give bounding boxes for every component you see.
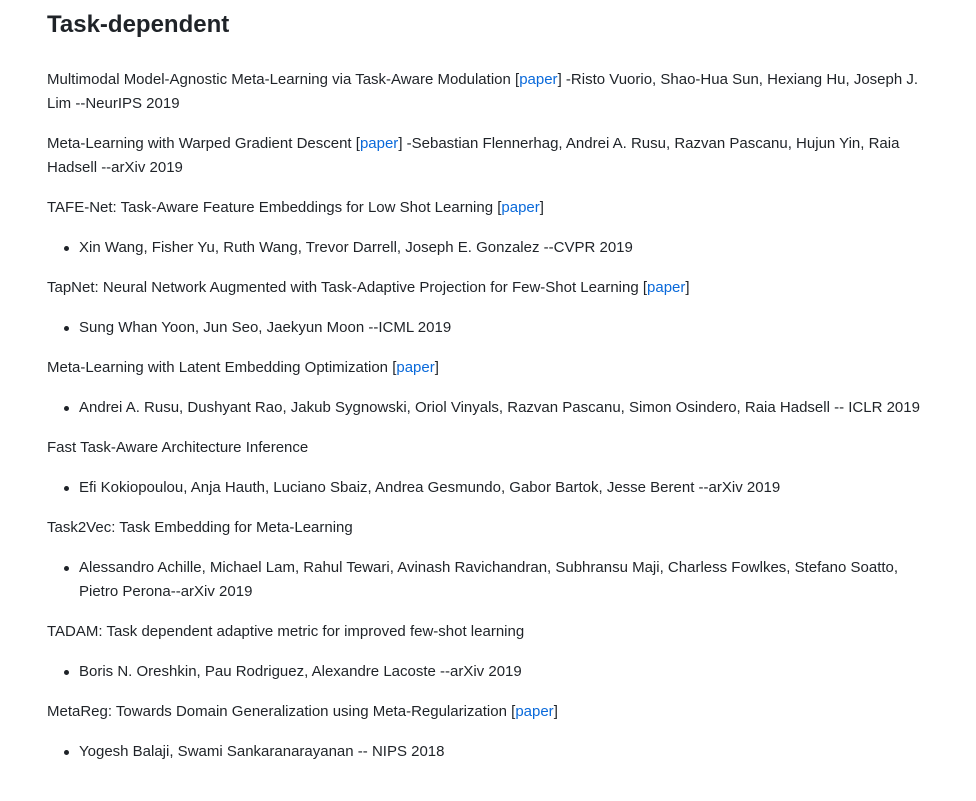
entry-title-text: Fast Task-Aware Architecture Inference: [47, 439, 309, 456]
list-item: [79, 660, 936, 684]
authors-list: [47, 396, 936, 420]
entry-title: Multimodal Model-Agnostic Meta-Learning via Task-Aware Modulation [paper] -Risto Vuorio, Shao-Hua Sun, Hexiang Hu, Joseph J. Lim --NeurIPS 2019: [47, 71, 919, 112]
entry-authors: Alessandro Achille, Michael Lam, Rahul Tewari, Avinash Ravichandran, Subhransu Maji, Charless Fowlkes, Stefano Soatto, Pietro Perona--arXiv 2019: [79, 559, 899, 600]
list-item: [79, 740, 936, 764]
authors-list: [47, 556, 936, 604]
entry-title-text: Meta-Learning with Warped Gradient Descent: [47, 135, 352, 152]
entry-title: MetaReg: Towards Domain Generalization using Meta-Regularization [paper]: [47, 703, 558, 720]
paper-link[interactable]: paper: [519, 71, 558, 88]
entry-title-text: TapNet: Neural Network Augmented with Task-Adaptive Projection for Few-Shot Learning: [47, 279, 639, 296]
entry-authors: Sung Whan Yoon, Jun Seo, Jaekyun Moon --ICML 2019: [79, 319, 452, 336]
entry-authors: Efi Kokiopoulou, Anja Hauth, Luciano Sbaiz, Andrea Gesmundo, Gabor Bartok, Jesse Berent --arXiv 2019: [79, 479, 781, 496]
entry-title-text: MetaReg: Towards Domain Generalization using Meta-Regularization: [47, 703, 507, 720]
entry-title: [47, 620, 936, 644]
paper-link[interactable]: paper: [501, 199, 540, 216]
entry-authors: Boris N. Oreshkin, Pau Rodriguez, Alexandre Lacoste --arXiv 2019: [79, 663, 522, 680]
entry-title: Meta-Learning with Warped Gradient Descent [paper] -Sebastian Flennerhag, Andrei A. Rusu, Razvan Pascanu, Hujun Yin, Raia Hadsell --arXiv 2019: [47, 135, 900, 176]
entry-title-text: Task2Vec: Task Embedding for Meta-Learning: [47, 519, 353, 536]
bullet-icon: [64, 566, 69, 571]
bullet-icon: [64, 750, 69, 755]
list-item: [79, 476, 936, 500]
entry-title: [47, 436, 936, 460]
entry-authors: Xin Wang, Fisher Yu, Ruth Wang, Trevor Darrell, Joseph E. Gonzalez --CVPR 2019: [79, 239, 633, 256]
bullet-icon: [64, 486, 69, 491]
list-item: [79, 396, 936, 420]
entry-authors-inline: -Sebastian Flennerhag, Andrei A. Rusu, Razvan Pascanu, Hujun Yin, Raia Hadsell --arXiv 2019: [47, 135, 900, 176]
authors-list: [47, 660, 936, 684]
list-item: [79, 236, 936, 260]
entry-title: Meta-Learning with Latent Embedding Optimization [paper]: [47, 359, 439, 376]
authors-list: [47, 236, 936, 260]
entries-list: [47, 68, 936, 764]
entry-title: [47, 516, 936, 540]
entry-title-text: TADAM: Task dependent adaptive metric for improved few-shot learning: [47, 623, 525, 640]
paper-link[interactable]: paper: [515, 703, 554, 720]
authors-list: [47, 476, 936, 500]
section-heading: Task-dependent: [47, 11, 230, 38]
entry-title: TAFE-Net: Task-Aware Feature Embeddings for Low Shot Learning [paper]: [47, 199, 544, 216]
authors-list: [47, 740, 936, 764]
entry-title-text: Multimodal Model-Agnostic Meta-Learning via Task-Aware Modulation: [47, 71, 511, 88]
list-item: [79, 316, 936, 340]
bullet-icon: [64, 326, 69, 331]
entry-authors-inline: -Risto Vuorio, Shao-Hua Sun, Hexiang Hu, Joseph J. Lim --NeurIPS 2019: [47, 71, 919, 112]
authors-list: [47, 316, 936, 340]
entry-title-text: TAFE-Net: Task-Aware Feature Embeddings for Low Shot Learning: [47, 199, 494, 216]
entry-authors: Andrei A. Rusu, Dushyant Rao, Jakub Sygnowski, Oriol Vinyals, Razvan Pascanu, Simon Osindero, Raia Hadsell -- ICLR 2019: [79, 399, 920, 416]
paper-link[interactable]: paper: [359, 135, 399, 152]
paper-link[interactable]: paper: [647, 279, 686, 296]
bullet-icon: [64, 670, 69, 675]
entry-title: TapNet: Neural Network Augmented with Task-Adaptive Projection for Few-Shot Learning [paper]: [47, 279, 690, 296]
entry-authors: Yogesh Balaji, Swami Sankaranarayanan -- NIPS 2018: [79, 743, 445, 760]
bullet-icon: [64, 406, 69, 411]
list-item: [79, 556, 936, 604]
entry-title-text: Meta-Learning with Latent Embedding Optimization: [47, 359, 389, 376]
paper-link[interactable]: paper: [396, 359, 435, 376]
bullet-icon: [64, 246, 69, 251]
